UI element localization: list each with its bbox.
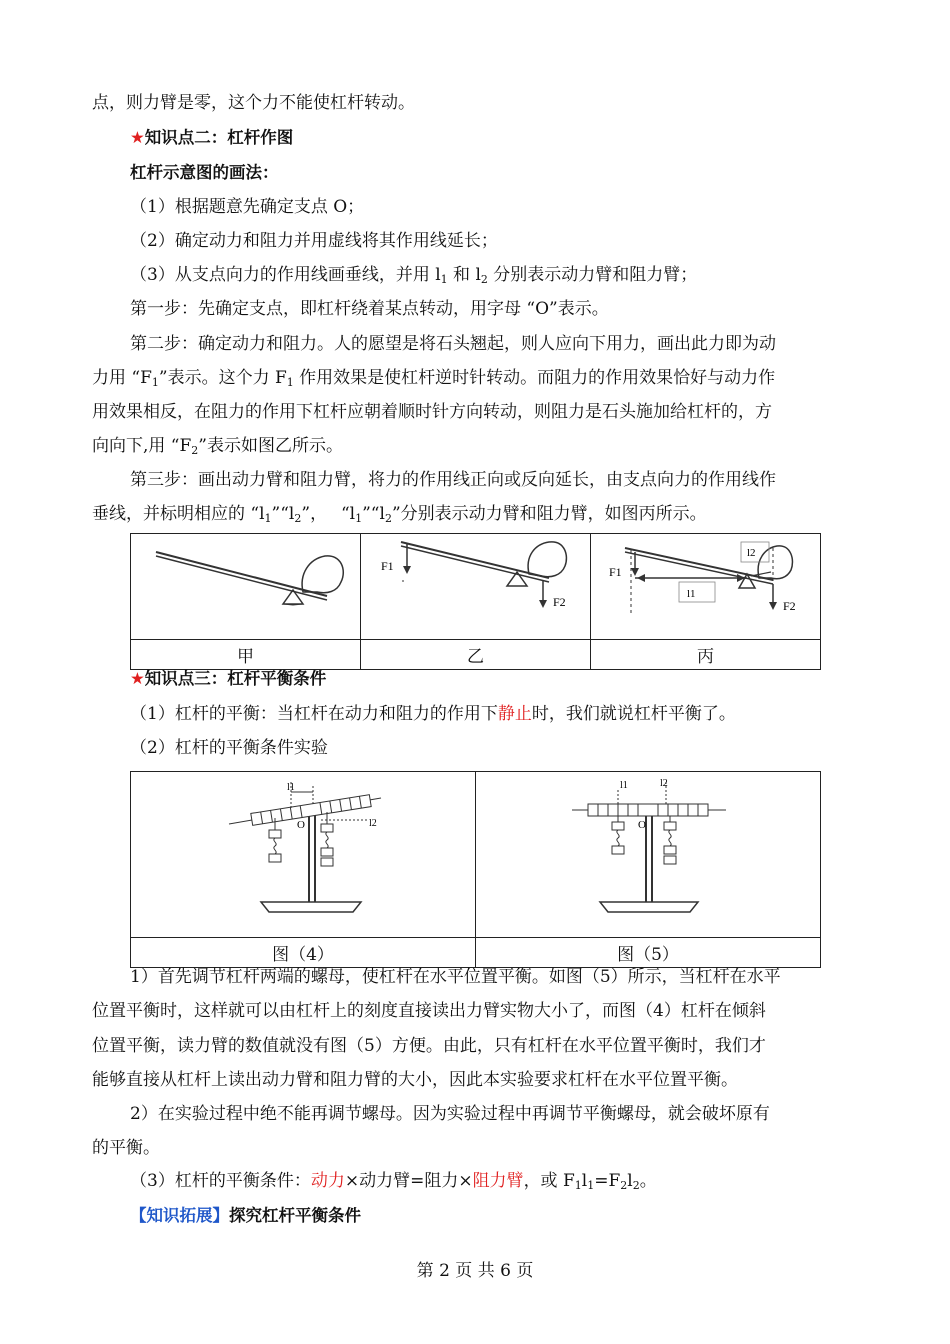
third-step-line-1: 第三步：画出动力臂和阻力臂，将力的作用线正向或反向延长，由支点向力的作用线作 xyxy=(130,470,776,490)
caption-bing: 丙 xyxy=(591,640,821,670)
para1-line-4: 能够直接从杠杆上读出动力臂和阻力臂的大小，因此本实验要求杠杆在水平位置平衡。 xyxy=(92,1070,738,1090)
para2-line-2: 的平衡。 xyxy=(92,1138,160,1158)
svg-text:F2: F2 xyxy=(783,599,796,613)
second-step-line-4: 向向下,用 “$F_2$”表示如图乙所示。 xyxy=(92,436,343,457)
second-step-line-1: 第二步：确定动力和阻力。人的愿望是将石头翘起，则人应向下用力，画出此力即为动 xyxy=(130,334,776,354)
para1-line-3: 位置平衡，读力臂的数值就没有图（5）方便。由此，只有杠杆在水平位置平衡时，我们才 xyxy=(92,1036,766,1056)
balance-condition: （3）杠杆的平衡条件：动力×动力臂=阻力×阻力臂，或 $F_1l_1=F_2l_2$。 xyxy=(130,1171,657,1192)
diagram-yi xyxy=(361,534,591,640)
star-icon: ★ xyxy=(130,669,145,688)
para2-line-1: 2）在实验过程中绝不能再调节螺母。因为实验过程中再调节平衡螺母，就会破坏原有 xyxy=(130,1104,770,1124)
diagram-fig4 xyxy=(131,772,476,938)
label-l2: l2 xyxy=(747,547,756,559)
diagram-fig5 xyxy=(476,772,821,938)
caption-jia: 甲 xyxy=(131,640,361,670)
svg-text:O: O xyxy=(638,819,646,831)
step-2: （2）确定动力和阻力并用虚线将其作用线延长； xyxy=(130,231,498,251)
label-f1: F1 xyxy=(381,559,394,573)
first-step: 第一步：先确定支点，即杠杆绕着某点转动，用字母 “O”表示。 xyxy=(130,299,609,319)
section-heading-3 xyxy=(130,668,326,690)
step-3: （3）从支点向力的作用线画垂线，并用 $l_1$ 和 $l_2$ 分别表示动力臂和阻力臂； xyxy=(130,265,698,286)
section-heading-2 xyxy=(130,127,293,149)
extension-heading xyxy=(130,1205,361,1227)
svg-text:l2: l2 xyxy=(369,818,377,829)
balance-experiment: （2）杠杆的平衡条件实验 xyxy=(130,738,328,758)
svg-text:l1: l1 xyxy=(620,780,628,791)
label-f2: F2 xyxy=(553,595,566,609)
step-1: （1）根据题意先确定支点 O； xyxy=(130,197,365,217)
caption-fig5: 图（5） xyxy=(476,938,821,968)
second-step-line-2: 力用 “$F_1$”表示。这个力 $F_1$ 作用效果是使杠杆逆时针转动。而阻力的作用效果恰好与动力作 xyxy=(92,368,776,389)
para1-line-2: 位置平衡时，这样就可以由杠杆上的刻度直接读出力臂实物大小了，而图（4）杠杆在倾斜 xyxy=(92,1001,766,1021)
extension-tag: 【知识拓展】 xyxy=(130,1206,229,1225)
third-step-line-2: 垂线，并标明相应的 “$l_1”“l_2$”， “$l_1”“l_2$”分别表示动力臂和阻力臂，如图丙所示。 xyxy=(92,504,707,525)
label-l1: l1 xyxy=(687,588,696,600)
experiment-diagram-table xyxy=(130,771,821,968)
star-icon: ★ xyxy=(130,128,145,147)
balance-definition: （1）杠杆的平衡：当杠杆在动力和阻力的作用下静止时，我们就说杠杆平衡了。 xyxy=(130,704,736,724)
label-o: O xyxy=(297,819,305,831)
paragraph-continuation: 点，则力臂是零，这个力不能使杠杆转动。 xyxy=(92,93,415,113)
caption-yi: 乙 xyxy=(361,640,591,670)
para1-line-1: 1）首先调节杠杆两端的螺母，使杠杆在水平位置平衡。如图（5）所示，当杠杆在水平 xyxy=(130,967,781,987)
subheading: 杠杆示意图的画法： xyxy=(130,163,279,182)
svg-text:F1: F1 xyxy=(609,565,622,579)
caption-fig4: 图（4） xyxy=(131,938,476,968)
extension-title: 探究杠杆平衡条件 xyxy=(229,1206,361,1225)
section-title: 知识点三：杠杆平衡条件 xyxy=(144,669,327,688)
lever-diagram-table xyxy=(130,533,821,670)
diagram-bing xyxy=(591,534,821,640)
page-footer: 第 2 页 共 6 页 xyxy=(416,1261,534,1281)
second-step-line-3: 用效果相反，在阻力的作用下杠杆应朝着顺时针方向转动，则阻力是石头施加给杠杆的，方 xyxy=(92,402,772,422)
svg-text:l2: l2 xyxy=(660,778,668,789)
diagram-jia xyxy=(131,534,361,640)
section-title: 知识点二：杠杆作图 xyxy=(144,128,294,147)
svg-text:l1: l1 xyxy=(287,782,295,793)
